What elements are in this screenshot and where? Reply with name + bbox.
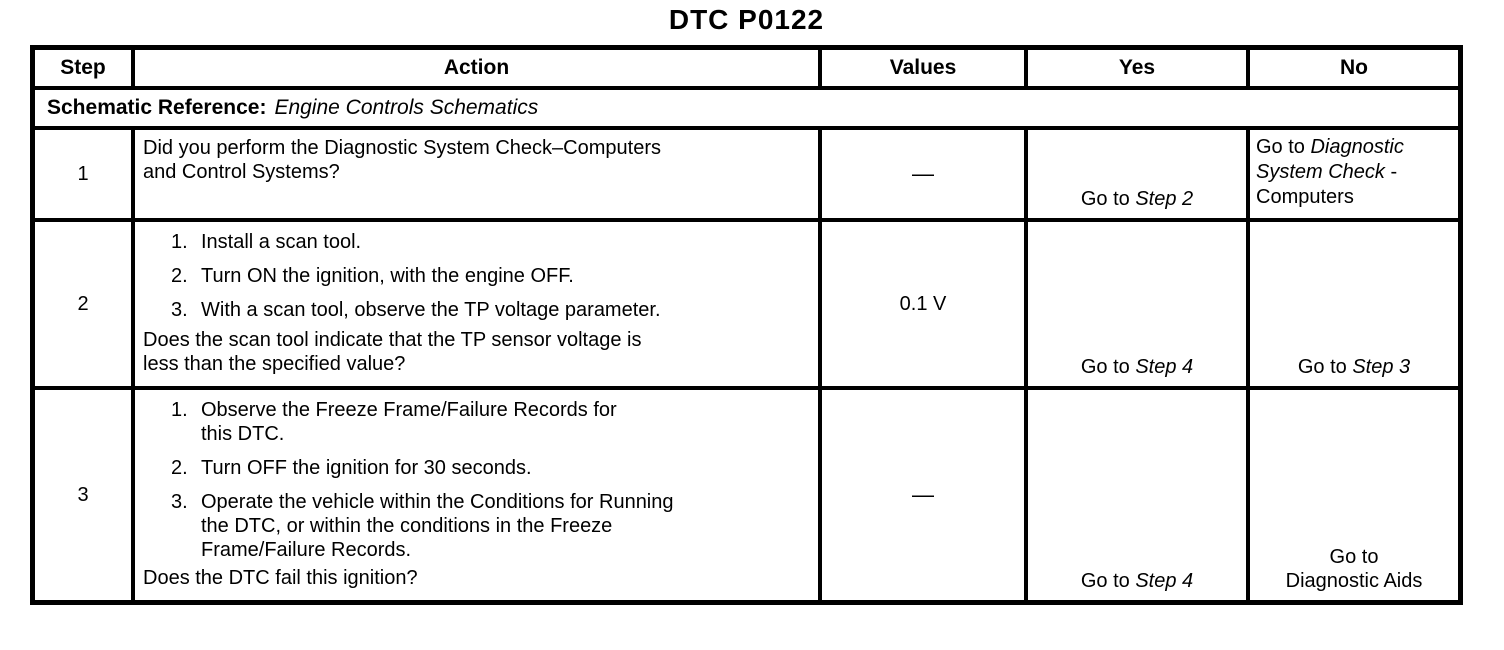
list-item-text: Turn ON the ignition, with the engine OFF. bbox=[201, 265, 574, 287]
list-item-text: Frame/Failure Records. bbox=[201, 539, 412, 561]
go-to-target: Diagnostic Aids bbox=[1285, 570, 1423, 592]
go-to-target: Computers bbox=[1256, 186, 1354, 208]
values-cell-row2 bbox=[822, 222, 1028, 390]
action-list-row2 bbox=[171, 230, 810, 322]
go-to-prefix: Go to bbox=[1080, 188, 1136, 210]
go-to-target: Step 3 bbox=[1352, 356, 1411, 378]
no-cell-row2 bbox=[1250, 222, 1458, 390]
go-to-text bbox=[1081, 569, 1193, 593]
list-item bbox=[171, 230, 810, 254]
go-to-target: Step 4 bbox=[1135, 356, 1194, 378]
list-item-text: this DTC. bbox=[201, 423, 285, 445]
step-number-2: 2 bbox=[35, 222, 135, 390]
column-header-step: Step bbox=[35, 50, 135, 90]
values-cell-row3 bbox=[822, 390, 1028, 600]
list-item-text: Observe the Freeze Frame/Failure Records for bbox=[201, 399, 617, 421]
list-item bbox=[171, 298, 810, 322]
list-item-number: 3. bbox=[171, 491, 188, 513]
action-cell-row2 bbox=[135, 222, 822, 390]
column-header-values: Values bbox=[822, 50, 1028, 90]
go-to-target: Diagnostic bbox=[1310, 136, 1404, 158]
action-question-row1 bbox=[143, 136, 810, 184]
action-cell-row3 bbox=[135, 390, 822, 600]
list-item-number: 2. bbox=[171, 457, 188, 479]
no-cell-row3 bbox=[1250, 390, 1458, 600]
question-line: and Control Systems? bbox=[143, 161, 340, 183]
step-number-3: 3 bbox=[35, 390, 135, 600]
go-to-text bbox=[1256, 160, 1454, 185]
action-list-row3 bbox=[171, 398, 810, 562]
go-to-text bbox=[1256, 185, 1454, 210]
go-to-target: Step 4 bbox=[1135, 570, 1194, 592]
go-to-prefix: Go to bbox=[1256, 136, 1311, 158]
yes-cell-row3 bbox=[1028, 390, 1250, 600]
values-text: 0.1 V bbox=[899, 293, 947, 315]
action-cell-row1 bbox=[135, 130, 822, 222]
dtc-diagnostic-table bbox=[30, 45, 1463, 605]
go-to-target: System Check bbox=[1256, 161, 1385, 183]
go-to-text bbox=[1081, 187, 1193, 211]
list-item-text: Operate the vehicle within the Conditions for Running bbox=[201, 491, 674, 513]
page-title: DTC P0122 bbox=[668, 4, 825, 35]
list-item-text: Install a scan tool. bbox=[201, 231, 362, 253]
yes-cell-row1 bbox=[1028, 130, 1250, 222]
column-header-action: Action bbox=[135, 50, 822, 90]
column-header-yes: Yes bbox=[1028, 50, 1250, 90]
values-dash: — bbox=[912, 482, 934, 507]
go-to-prefix: Go to bbox=[1080, 570, 1136, 592]
go-to-suffix: - bbox=[1384, 161, 1398, 183]
schematic-reference-row bbox=[35, 90, 1458, 130]
go-to-prefix: Go to bbox=[1080, 356, 1136, 378]
go-to-text bbox=[1256, 135, 1454, 160]
list-item-number: 1. bbox=[171, 231, 188, 253]
values-cell-row1 bbox=[822, 130, 1028, 222]
yes-cell-row2 bbox=[1028, 222, 1250, 390]
go-to-text bbox=[1298, 355, 1410, 379]
list-item-text: Turn OFF the ignition for 30 seconds. bbox=[201, 457, 532, 479]
list-item-text: the DTC, or within the conditions in the Freeze bbox=[201, 515, 613, 537]
schematic-reference-label: Schematic Reference: bbox=[47, 96, 267, 119]
column-header-no: No bbox=[1250, 50, 1458, 90]
list-item-text: With a scan tool, observe the TP voltage parameter. bbox=[201, 299, 661, 321]
values-dash: — bbox=[912, 161, 934, 186]
list-item bbox=[171, 490, 810, 562]
question-line: Does the scan tool indicate that the TP sensor voltage is bbox=[143, 329, 642, 351]
step-number-1: 1 bbox=[35, 130, 135, 222]
list-item bbox=[171, 264, 810, 288]
list-item-number: 2. bbox=[171, 265, 188, 287]
action-question-row2 bbox=[143, 328, 810, 376]
question-line: Did you perform the Diagnostic System Check–Computers bbox=[143, 137, 661, 159]
schematic-reference-value: Engine Controls Schematics bbox=[274, 96, 539, 119]
no-cell-row1 bbox=[1250, 130, 1458, 222]
go-to-target: Step 2 bbox=[1135, 188, 1194, 210]
list-item-number: 3. bbox=[171, 299, 188, 321]
question-line: Does the DTC fail this ignition? bbox=[143, 567, 418, 589]
go-to-prefix: Go to bbox=[1297, 356, 1353, 378]
list-item bbox=[171, 456, 810, 480]
list-item-number: 1. bbox=[171, 399, 188, 421]
go-to-text bbox=[1081, 355, 1193, 379]
question-line: less than the specified value? bbox=[143, 353, 406, 375]
go-to-prefix: Go to bbox=[1329, 546, 1379, 568]
list-item bbox=[171, 398, 810, 446]
action-question-row3 bbox=[143, 566, 810, 590]
